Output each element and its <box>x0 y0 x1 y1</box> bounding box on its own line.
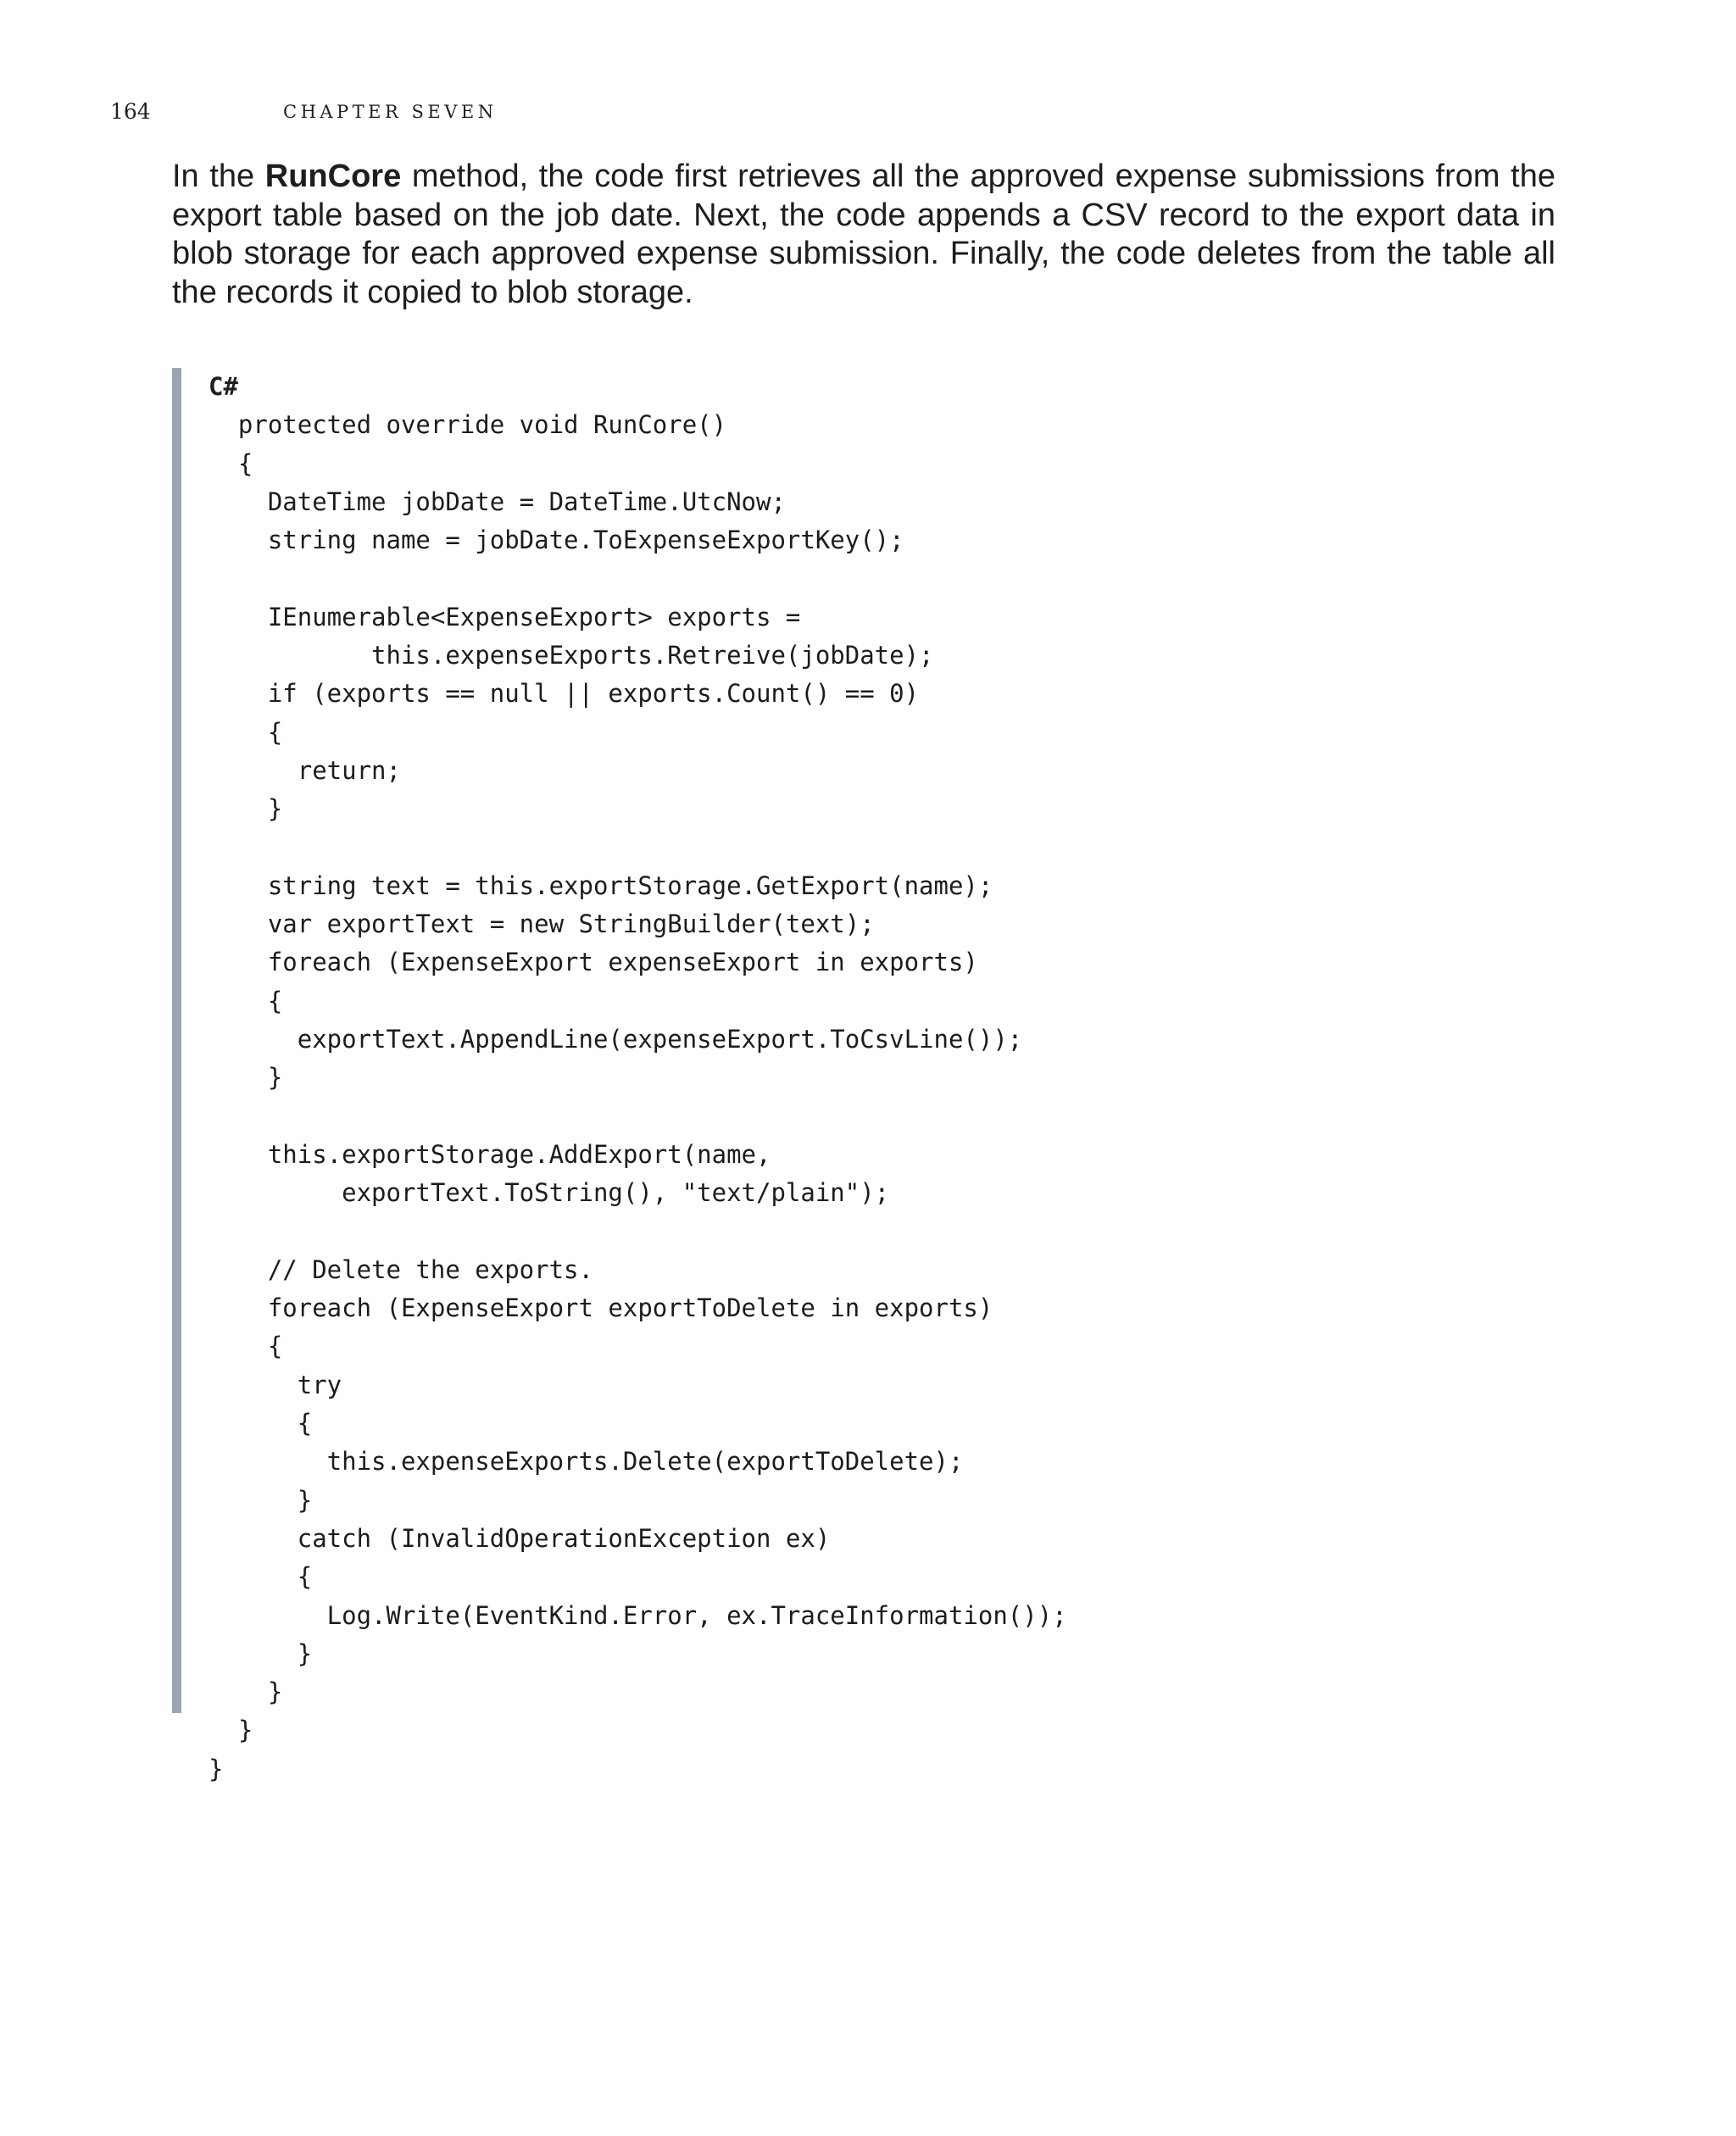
intro-text-rest: method, the code first retrieves all the approved expense submissions from the export table based on the job date. Next, the code appends a CSV record to the export data in blob storage for each approved expense submission. Finally, the code deletes from the table all the records it copied to blob storage. <box>172 159 1555 310</box>
code-block <box>172 368 1444 1783</box>
page-number: 164 <box>110 99 151 124</box>
intro-bold-term: RunCore <box>264 159 402 194</box>
chapter-title: CHAPTER SEVEN <box>283 102 498 122</box>
code-language-label: C# <box>209 372 238 401</box>
code-block-rule <box>172 368 181 1713</box>
running-head <box>0 95 1736 129</box>
intro-text-start: In the <box>172 159 265 194</box>
intro-paragraph <box>172 158 1555 312</box>
code-listing: protected override void RunCore() { DateTime jobDate = DateTime.UtcNow; string name = jobDate.ToExpenseExportKey(); IEnumerable<ExpenseExport> exports = this.expenseExports.Retreive(jobDate); if (exports == null || exports.Count() == 0) { return; } string text = this.exportStorage.GetExport(name); var exportText = new StringBuilder(text); foreach (ExpenseExport expenseExport in exports) { exportText.AppendLine(expenseExport.ToCsvLine()); } this.exportStorage.AddExport(name, exportText.ToString(), "text/plain"); // Delete the exports. foreach (ExpenseExport exportToDelete in exports) { try { this.expenseExports.Delete(exportToDelete); } catch (InvalidOperationException ex) { Log.Write(EventKind.Error, ex.TraceInformation()); } } } } <box>209 410 1067 1783</box>
